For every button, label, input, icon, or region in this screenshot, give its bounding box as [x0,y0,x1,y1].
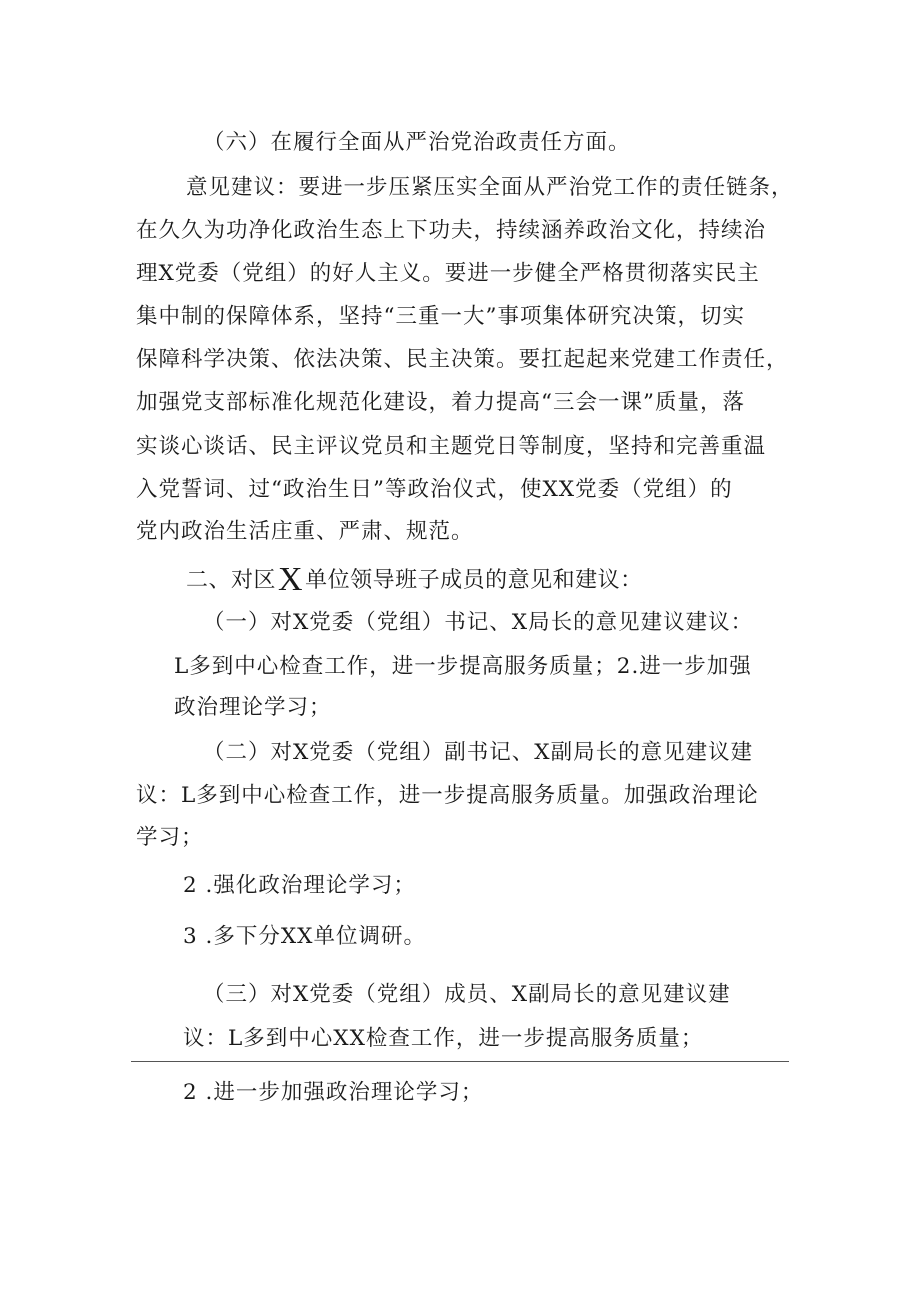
section-six-body-line: 在久久为功净化政治生态上下功夫，持续涵养政治文化，持续治 [136,218,767,243]
section-six-body-line: 集中制的保障体系，坚持“三重一大”事项集体研究决策，切实 [136,304,745,329]
item-one-line: 政治理论学习； [174,695,332,720]
item-three-line: （三）对X党委（党组）成员、X副局长的意见建议建 [203,982,731,1007]
section-six-body-line: 理X党委（党组）的好人主义。要进一步健全严格贯彻落实民主 [136,261,760,286]
item-two-line: 学习； [136,825,204,850]
part-two-heading-suffix: 单位领导班子成员的意见和建议： [305,568,643,593]
section-six-body-line: 党内政治生活庄重、严肃、规范。 [136,519,474,544]
item-two-point: 2 .强化政治理论学习； [183,873,416,898]
item-three-point: 2 .进一步加强政治理论学习； [183,1080,484,1105]
item-one-line: L多到中心检查工作，进一步提高服务质量；2.进一步加强 [174,654,752,679]
item-two-line: （二）对X党委（党组）副书记、X副局长的意见建议建 [203,740,754,765]
item-three-line: 议：L多到中心XX检查工作，进一步提高服务质量； [183,1026,704,1051]
part-two-heading-x: X [278,561,304,598]
section-six-body-line: 加强党支部标准化规范化建设，着力提高“三会一课”质量，落 [136,390,745,415]
section-six-body-line: 入党誓词、过“政治生日”等政治仪式，使XX党委（党组）的 [136,477,733,502]
section-six-body-line: 保障科学决策、依法决策、民主决策。要扛起起来党建工作责任， [136,347,789,372]
horizontal-rule [131,1061,789,1062]
section-six-body-line: 意见建议：要进一步压紧压实全面从严治党工作的责任链条， [186,175,794,200]
section-six-body-line: 实谈心谈话、民主评议党员和主题党日等制度，坚持和完善重温 [136,434,767,459]
section-six-heading: （六）在履行全面从严治党治政责任方面。 [203,130,631,155]
part-two-heading [186,563,643,597]
item-two-line: 议：L多到中心检查工作，进一步提高服务质量。加强政治理论 [136,783,759,808]
part-two-heading-prefix: 二、对区 [186,568,277,593]
item-one-line: （一）对X党委（党组）书记、X局长的意见建议建议： [203,610,754,635]
item-two-point: 3 .多下分XX单位调研。 [183,924,426,949]
